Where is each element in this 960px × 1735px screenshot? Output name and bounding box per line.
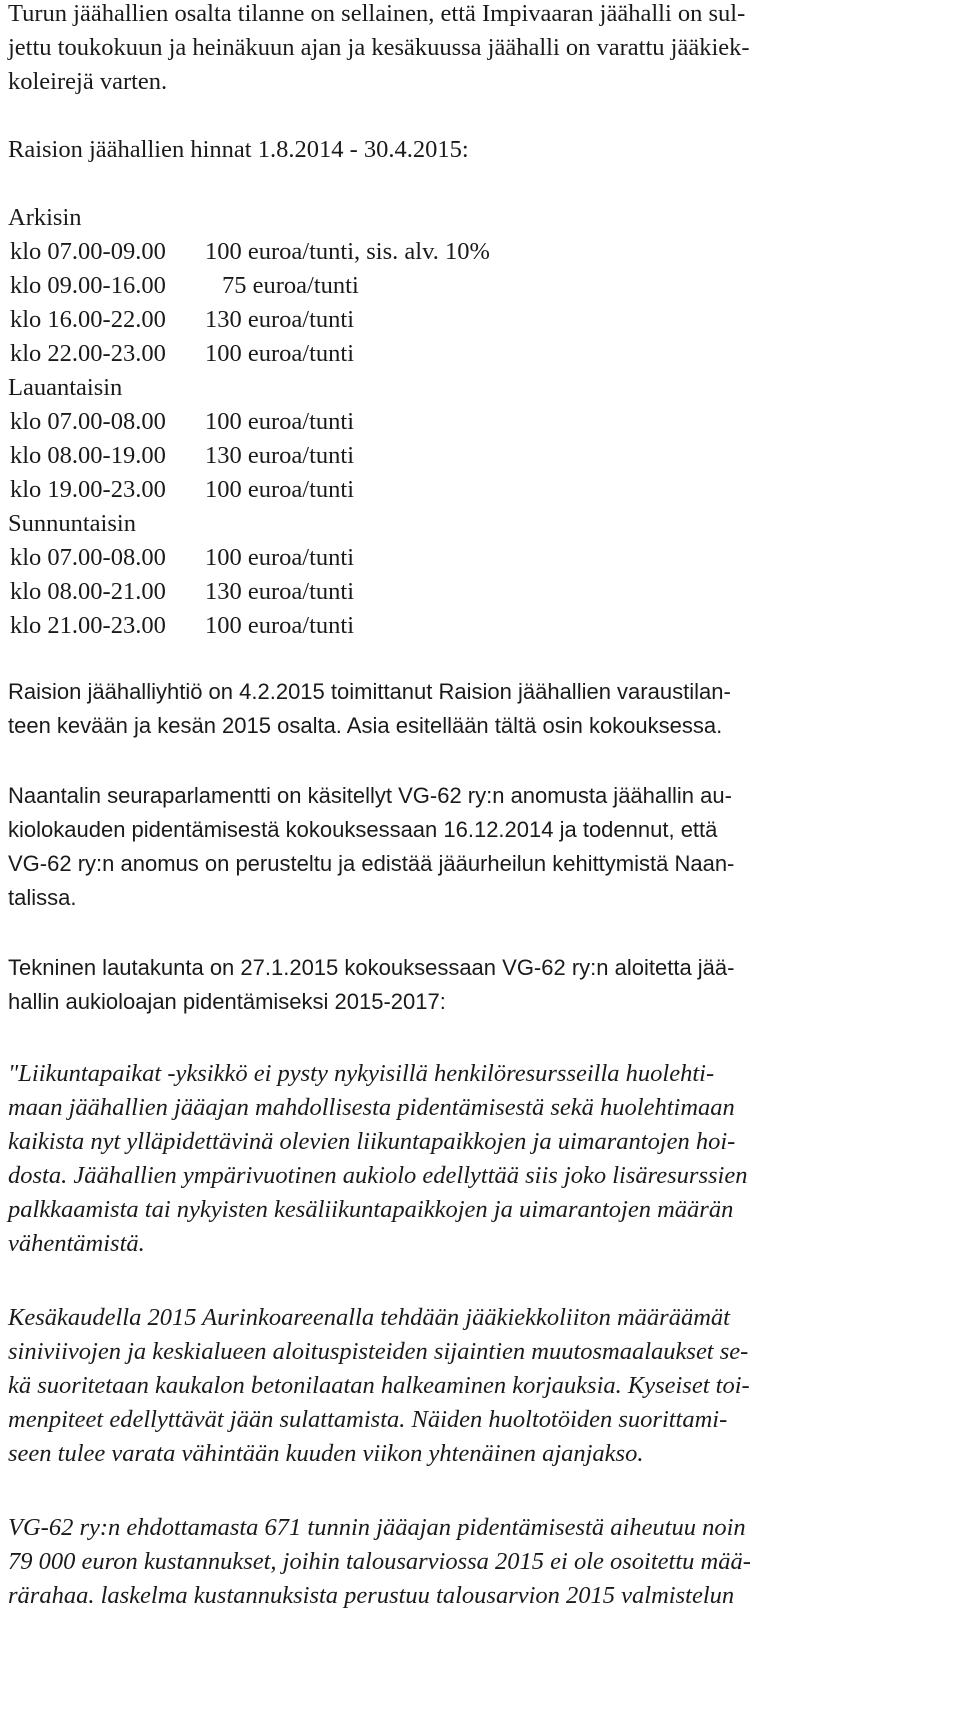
quote-line: kaikista nyt ylläpidettävinä olevien liikuntapaikkojen ja uimarantojen hoi- [8, 1128, 736, 1155]
quote-line: palkkaamista tai nykyisten kesäliikuntapaikkojen ja uimarantojen määrän [8, 1196, 734, 1223]
document-page [8, 0, 952, 1613]
rate-price: 100 euroa/tunti [205, 340, 355, 367]
rate-row [8, 575, 952, 609]
rate-time: klo 08.00-19.00 [10, 442, 166, 469]
rate-price: 100 euroa/tunti [205, 408, 355, 435]
quote-paragraph-2 [8, 1301, 952, 1471]
paragraph-line: Raision jäähalliyhtiö on 4.2.2015 toimittanut Raision jäähallien varaustilan- [8, 679, 731, 704]
rate-row [8, 303, 952, 337]
rate-time: klo 21.00-23.00 [10, 612, 166, 639]
rate-price: 130 euroa/tunti [205, 578, 355, 605]
quote-line: kä suoritetaan kaukalon betonilaatan halkeaminen korjauksia. Kyseiset toi- [8, 1372, 750, 1399]
quote-line: 79 000 euron kustannukset, joihin talousarviossa 2015 ei ole osoitettu mää- [8, 1548, 751, 1575]
quote-line: Kesäkaudella 2015 Aurinkoareenalla tehdään jääkiekkoliiton määräämät [8, 1304, 730, 1331]
paragraph-line: VG-62 ry:n anomus on perusteltu ja edistää jääurheilun kehittymistä Naan- [8, 851, 735, 876]
rate-row [8, 269, 952, 303]
rate-row [8, 405, 952, 439]
rate-price: 100 euroa/tunti [205, 476, 355, 503]
saturday-label: Lauantaisin [8, 374, 123, 401]
quote-line: vähentämistä. [8, 1230, 145, 1257]
rate-row [8, 439, 952, 473]
rate-row [8, 541, 952, 575]
quote-line: VG-62 ry:n ehdottamasta 671 tunnin jääajan pidentämisestä aiheutuu noin [8, 1514, 746, 1541]
rate-time: klo 07.00-08.00 [10, 408, 166, 435]
intro-line: jettu toukokuun ja heinäkuun ajan ja kesäkuussa jäähalli on varattu jääkiek- [8, 34, 750, 61]
rate-row [8, 609, 952, 643]
tekninen-paragraph [8, 951, 952, 1019]
rate-time: klo 16.00-22.00 [10, 306, 166, 333]
quote-paragraph-1 [8, 1057, 952, 1261]
quote-line: dosta. Jäähallien ympärivuotinen aukiolo edellyttää siis joko lisäresurssien [8, 1162, 748, 1189]
rate-price: 100 euroa/tunti [205, 612, 355, 639]
quote-line: "Liikuntapaikat -yksikkö ei pysty nykyisillä henkilöresursseilla huolehti- [8, 1060, 715, 1087]
prices-heading: Raision jäähallien hinnat 1.8.2014 - 30.4.2015: [8, 136, 469, 163]
rate-price: 130 euroa/tunti [205, 306, 355, 333]
quote-line: maan jäähallien jääajan mahdollisesta pidentämisestä sekä huolehtimaan [8, 1094, 735, 1121]
sunday-label: Sunnuntaisin [8, 510, 136, 537]
quote-line: siniviivojen ja keskialueen aloituspisteiden sijaintien muutosmaalaukset se- [8, 1338, 749, 1365]
price-table [8, 201, 952, 643]
rate-price: 75 euroa/tunti [222, 272, 359, 299]
rate-price: 130 euroa/tunti [205, 442, 355, 469]
quote-line: seen tulee varata vähintään kuuden viikon yhtenäinen ajanjakso. [8, 1440, 644, 1467]
intro-line: Turun jäähallien osalta tilanne on sellainen, että Impivaaran jäähalli on sul- [8, 0, 746, 27]
paragraph-line: Naantalin seuraparlamentti on käsitellyt VG-62 ry:n anomusta jäähallin au- [8, 783, 732, 808]
rate-price: 100 euroa/tunti, sis. alv. 10% [205, 238, 490, 265]
paragraph-line: hallin aukioloajan pidentämiseksi 2015-2017: [8, 989, 446, 1014]
raisio-paragraph [8, 675, 952, 743]
rate-row [8, 473, 952, 507]
rate-row [8, 235, 952, 269]
paragraph-line: kiolokauden pidentämisestä kokouksessaan 16.12.2014 ja todennut, että [8, 817, 718, 842]
intro-paragraph [8, 0, 952, 99]
quote-paragraph-3 [8, 1511, 952, 1613]
paragraph-line: Tekninen lautakunta on 27.1.2015 kokouksessaan VG-62 ry:n aloitetta jää- [8, 955, 735, 980]
rate-time: klo 07.00-08.00 [10, 544, 166, 571]
rate-time: klo 09.00-16.00 [10, 272, 166, 299]
weekday-label: Arkisin [8, 204, 82, 231]
quote-line: rärahaa. laskelma kustannuksista perustuu talousarvion 2015 valmistelun [8, 1582, 735, 1609]
paragraph-line: talissa. [8, 885, 77, 910]
rate-time: klo 19.00-23.00 [10, 476, 166, 503]
paragraph-line: teen kevään ja kesän 2015 osalta. Asia esitellään tältä osin kokouksessa. [8, 713, 723, 738]
intro-line: koleirejä varten. [8, 68, 168, 95]
rate-price: 100 euroa/tunti [205, 544, 355, 571]
rate-time: klo 22.00-23.00 [10, 340, 166, 367]
quote-line: menpiteet edellyttävät jään sulattamista. Näiden huoltotöiden suorittami- [8, 1406, 728, 1433]
rate-time: klo 07.00-09.00 [10, 238, 166, 265]
naantali-paragraph [8, 779, 952, 915]
rate-row [8, 337, 952, 371]
rate-time: klo 08.00-21.00 [10, 578, 166, 605]
